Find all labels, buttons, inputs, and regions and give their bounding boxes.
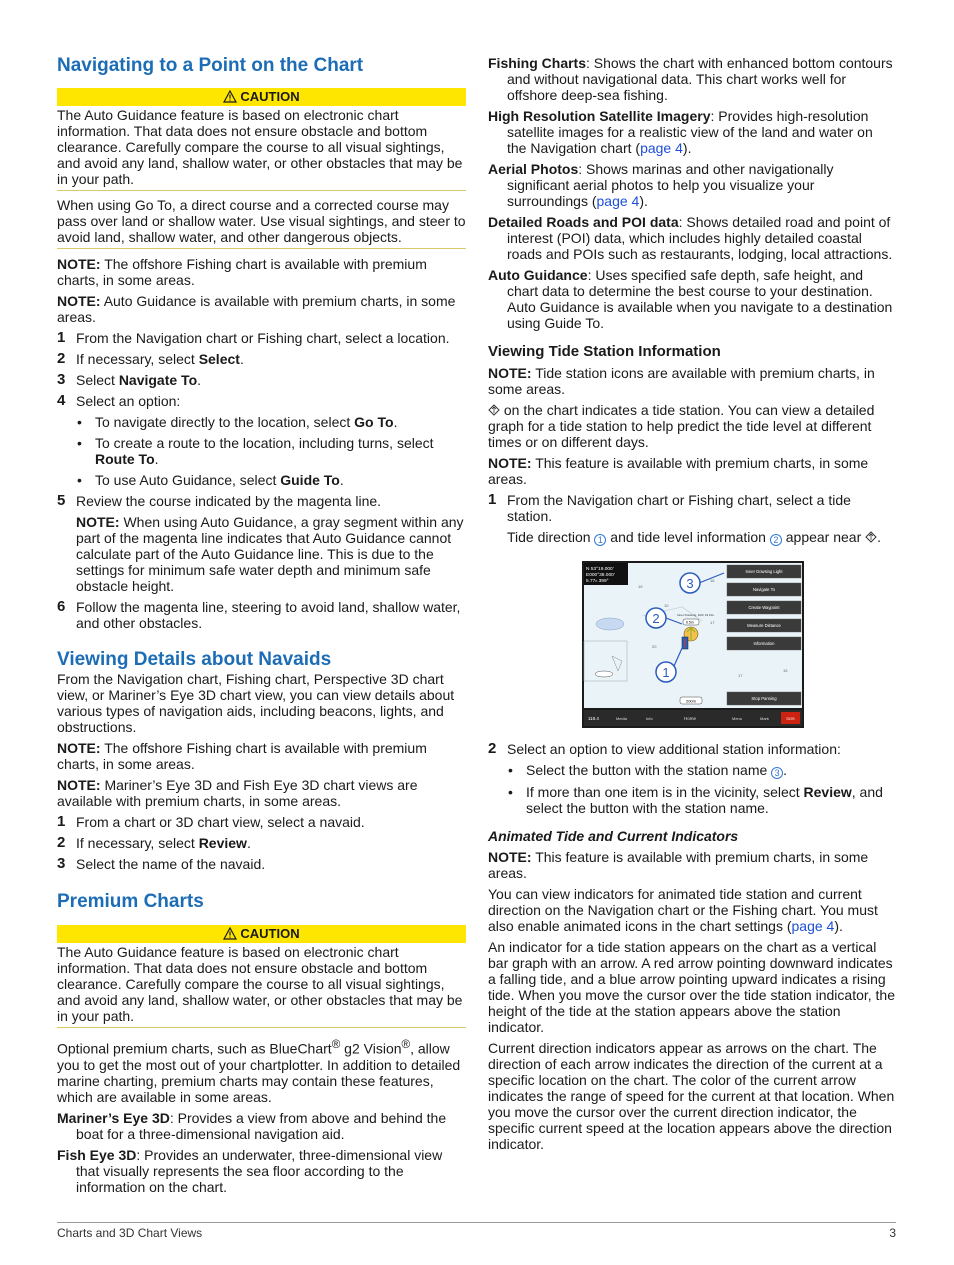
- callout-1: 1: [662, 665, 670, 680]
- note: NOTE: Auto Guidance is available with premium charts, in some areas.: [57, 293, 456, 325]
- definition: Mariner’s Eye 3D: Provides a view from above and behind the boat for a three-dimensional navigation aid.: [57, 1109, 447, 1142]
- caution-text: The Auto Guidance feature is based on electronic chart information. That data does not ensure obstacle and bottom clearance. Carefully compare the course to all visual sightings, and avoid any land, shallow water, or other obstacles that may be in your path.: [57, 106, 466, 191]
- step: 2 Select an option to view additional station information:: [488, 740, 841, 757]
- definition: Fish Eye 3D: Provides an underwater, three-dimensional view that visually represents the sea floor according to the information on the chart.: [57, 1146, 443, 1195]
- caution-label: CAUTION: [240, 89, 300, 104]
- marker-3: 3: [771, 767, 783, 779]
- step: 2 If necessary, select Select.: [57, 350, 244, 367]
- left-column: [57, 55, 466, 1200]
- step: 1 From a chart or 3D chart view, select a navaid.: [57, 813, 365, 830]
- list-item: • Select the button with the station name 3 .: [488, 762, 896, 779]
- menu-item: Create Waypoint: [748, 605, 780, 610]
- bottom-item: Info: [646, 716, 653, 721]
- bottom-item: Media: [616, 716, 627, 721]
- paragraph: Current direction indicators appear as arrows on the chart. The direction of each arrow indicates the direction of the current at a specific location on the chart. The color of the current arrow indicates the range of speed for the current at that location. When you move the cursor over the current direction indicator, the specific current speed at the location appears above the direction indicator.: [488, 1040, 895, 1152]
- bottom-item: 118.4: [588, 716, 599, 721]
- definition: Aerial Photos: Shows marinas and other navigationally significant aerial photos to help you visualize your surroundings (page 4).: [488, 161, 834, 209]
- warning-icon: [223, 927, 237, 940]
- heading-navigating-to-point: Navigating to a Point on the Chart: [57, 55, 364, 76]
- coords-speed: 5.77ₕ 399°: [586, 579, 609, 584]
- step: 4 Select an option:: [57, 392, 181, 409]
- page-link[interactable]: page 4: [640, 140, 683, 156]
- note: NOTE: When using Auto Guidance, a gray segment within any part of the magenta line indicates that Auto Guidance cannot calculate part of the Auto Guidance line. This is due to the settings for minimum safe water depth and minimum safe obstacle height.: [76, 514, 464, 594]
- definition: Auto Guidance: Uses specified safe depth, safe height, and chart data to determine the best course to your destination. Auto Guidance is available when you navigate to a destination using Guide To.: [488, 267, 893, 331]
- caution-box: [57, 88, 466, 249]
- caution-bar: [57, 925, 466, 943]
- coords-lon: E000°38.000': [586, 573, 615, 578]
- heading-premium-charts: Premium Charts: [57, 891, 204, 912]
- note: NOTE: This feature is available with premium charts, in some areas.: [488, 849, 869, 881]
- menu-item: Measure Distance: [747, 623, 781, 628]
- menu-item: Inner Dowsing Light: [745, 569, 783, 574]
- note: NOTE: Mariner’s Eye 3D and Fish Eye 3D chart views are available with premium charts, in some areas.: [57, 777, 418, 809]
- step: 1 From the Navigation chart or Fishing chart, select a location.: [57, 329, 450, 346]
- note: NOTE: This feature is available with premium charts, in some areas.: [488, 455, 869, 487]
- step: 1 From the Navigation chart or Fishing chart, select a tide station.: [488, 491, 851, 524]
- step: 6 Follow the magenta line, steering to avoid land, shallow water, and other obstacles.: [57, 598, 461, 631]
- callout-2: 2: [652, 611, 660, 626]
- caution-text: When using Go To, a direct course and a corrected course may pass over land or shallow water. Use visual sightings, and steer to avoid land, shallow water, and other dangerous objects.: [57, 196, 466, 249]
- bottom-item: Menu: [732, 716, 743, 721]
- coords-lat: N 53°19.000': [586, 567, 614, 572]
- warning-icon: [223, 90, 237, 103]
- step: 3 Select the name of the navaid.: [57, 855, 266, 872]
- marker-2: 2: [770, 534, 782, 546]
- caution-bar: [57, 88, 466, 106]
- step: 2 If necessary, select Review.: [57, 834, 251, 851]
- caution-label: CAUTION: [240, 926, 300, 941]
- list-item: • To use Auto Guidance, select Guide To.: [57, 472, 466, 488]
- definition: Fishing Charts: Shows the chart with enhanced bottom contours and without navigational data. This chart works well for offshore deep-sea fishing.: [488, 55, 893, 103]
- paragraph: From the Navigation chart, Fishing chart, Perspective 3D chart view, or Mariner’s Eye 3D chart view, you can view details about various types of navigation aids, including beacons, lights, and obstructions.: [57, 671, 455, 735]
- paragraph: on the chart indicates a tide station. You can view a detailed graph for a tide station to help predict the tide level at different times or on different days.: [488, 402, 875, 450]
- svg-text:19: 19: [638, 584, 643, 589]
- paragraph: You can view indicators for animated tide station and current direction on the Navigation chart or the Fishing chart. You must also enable animated icons in the chart settings (page 4).: [488, 886, 878, 934]
- caution-box: [57, 925, 466, 1028]
- svg-text:20: 20: [652, 644, 657, 649]
- page-link[interactable]: page 4: [791, 918, 835, 934]
- bottom-item: SOS: [786, 716, 795, 721]
- heading-tide-station: Viewing Tide Station Information: [488, 343, 721, 360]
- paragraph: Optional premium charts, such as BlueChart® g2 Vision®, allow you to get the most out of your chartplotter. In addition to detailed marine charting, premium charts may contain these features, which are available in some areas.: [57, 1038, 461, 1105]
- scale-label: 200m: [685, 698, 697, 704]
- marker-1: 1: [594, 534, 606, 546]
- svg-text:17: 17: [738, 673, 743, 678]
- tide-station-icon: [865, 531, 877, 543]
- paragraph: An indicator for a tide station appears on the chart as a vertical bar graph with an arrow. A red arrow pointing downward indicates a falling tide, and a blue arrow pointing upward indicates a rising tide. When you move the cursor over the tide station indicator, the height of the tide at the station appears above the station indicator.: [488, 939, 895, 1035]
- station-label: Inner Dowsing, DCF 19 10s: [677, 613, 714, 617]
- svg-text:10: 10: [664, 603, 669, 608]
- note: NOTE: The offshore Fishing chart is available with premium charts, in some areas.: [57, 740, 427, 772]
- svg-text:15: 15: [783, 668, 788, 673]
- step: 3 Select Navigate To.: [57, 371, 202, 388]
- definition: High Resolution Satellite Imagery: Provides high-resolution satellite images for a realistic view of the land and water on the Navigation chart (page 4).: [488, 108, 873, 156]
- tide-station-icon: [488, 404, 500, 416]
- note: NOTE: Tide station icons are available with premium charts, in some areas.: [488, 365, 875, 397]
- note: NOTE: The offshore Fishing chart is available with premium charts, in some areas.: [57, 256, 427, 288]
- definition: Detailed Roads and POI data: Shows detailed road and point of interest (POI) data, which includes highly detailed coastal roads and POIs such as restaurants, lodging, local attractions.: [488, 214, 893, 262]
- menu-item: Navigate To: [752, 587, 776, 592]
- step-detail: Tide direction 1 and tide level information 2 appear near .: [507, 529, 882, 545]
- svg-text:16: 16: [710, 578, 715, 583]
- caution-text: The Auto Guidance feature is based on electronic chart information. That data does not ensure obstacle and bottom clearance. Carefully compare the course to all visual sightings, and avoid any land, shallow water, or other obstacles that may be in your path.: [57, 943, 466, 1028]
- list-item: • If more than one item is in the vicinity, select Review, and select the button with the station name.: [488, 784, 896, 816]
- footer-title: Charts and 3D Chart Views: [57, 1226, 203, 1240]
- bottom-item: Home: [684, 716, 697, 721]
- list-item: • To navigate directly to the location, select Go To.: [57, 414, 466, 430]
- page-link[interactable]: page 4: [596, 193, 640, 209]
- right-column: [488, 55, 896, 1157]
- level-label: 6.5m: [686, 620, 694, 625]
- heading-navaids: Viewing Details about Navaids: [57, 649, 332, 670]
- page-number: 3: [889, 1226, 896, 1240]
- list-item: • To create a route to the location, including turns, select Route To.: [57, 435, 466, 467]
- menu-item: Stop Panning: [751, 696, 777, 701]
- callout-3: 3: [686, 576, 694, 591]
- menu-item: Information: [753, 641, 775, 646]
- heading-animated-indicators: Animated Tide and Current Indicators: [488, 828, 739, 844]
- step: 5 Review the course indicated by the magenta line.: [57, 492, 382, 509]
- page-footer: [57, 1222, 896, 1241]
- bottom-item: Mark: [760, 716, 769, 721]
- svg-text:17: 17: [710, 620, 715, 625]
- chartplotter-screenshot: [582, 561, 804, 728]
